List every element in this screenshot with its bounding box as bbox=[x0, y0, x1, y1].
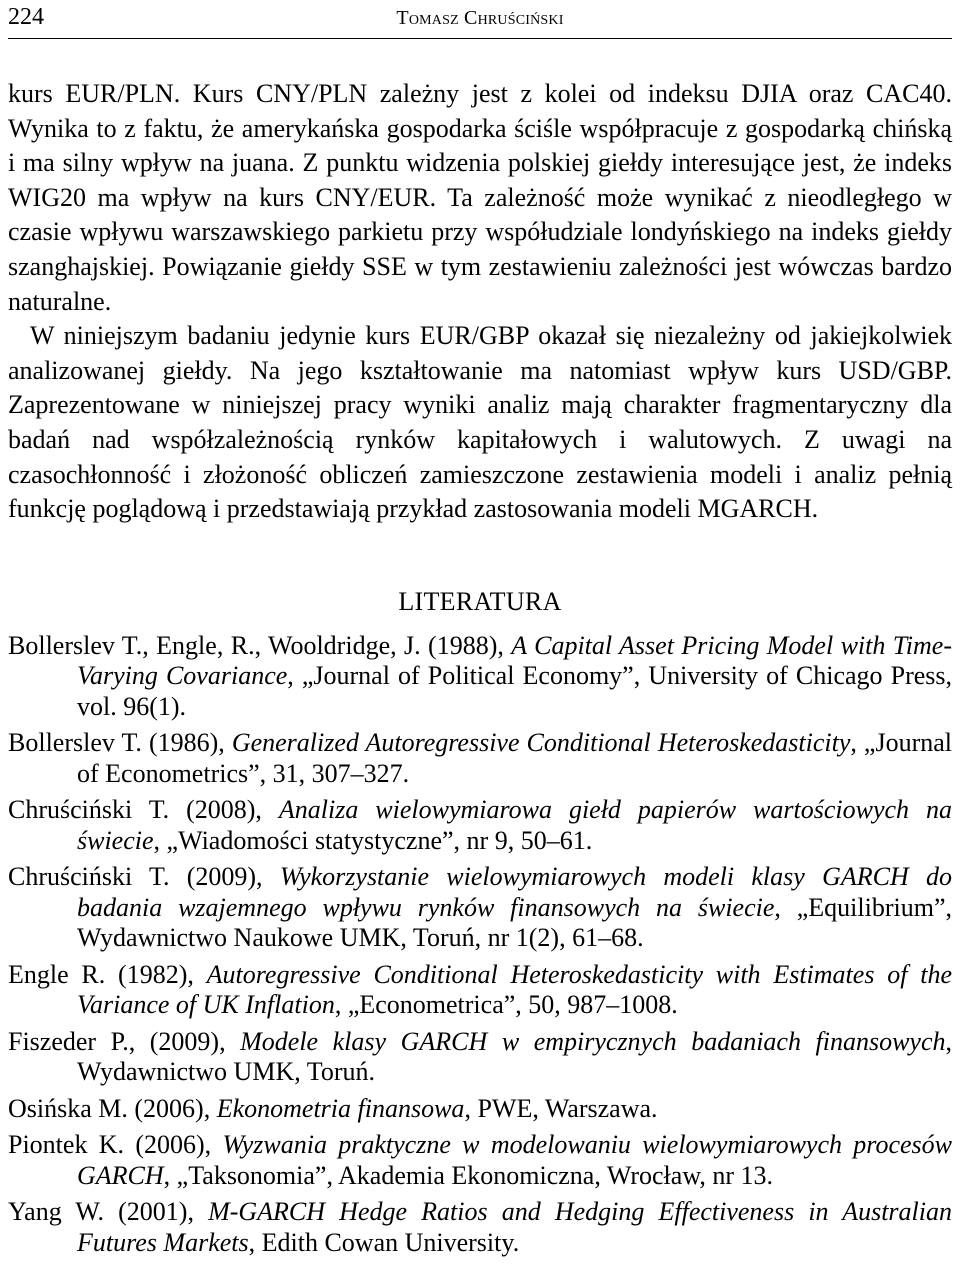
reference-authors: Chruściński T. (2008), bbox=[8, 795, 279, 825]
reference-source: , Wydawnictwo UMK, Toruń. bbox=[77, 1026, 952, 1087]
paragraph: W niniejszym badaniu jedynie kurs EUR/GBP okazał się niezależny od jakiejkolwiek analizowanej giełdy. Na jego kształtowanie ma natomiast wpływ kurs USD/GBP. Zaprezentowane w niniejszej pracy wyniki analiz mają charakter fragmentaryczny dla badań nad współzależnością rynków kapitałowych i walutowych. Z uwagi na czasochłonność i złożoność obliczeń zamieszczone zestawienia modeli i analiz pełnią funkcję poglądową i przedstawiają przykład zastosowania modeli MGARCH. bbox=[8, 321, 952, 524]
reference-source: , „Journal of Econometrics”, 31, 307–327. bbox=[77, 728, 952, 788]
page-number: 224 bbox=[8, 4, 44, 30]
reference-authors: Osińska M. (2006), bbox=[8, 1093, 217, 1123]
running-author: Tomasz Chruściński bbox=[396, 7, 564, 29]
reference-item bbox=[8, 1197, 952, 1258]
running-header bbox=[8, 2, 952, 39]
reference-title: Analiza wielowymiarowa giełd papierów wartościowych na świecie bbox=[77, 795, 952, 855]
reference-item bbox=[8, 728, 952, 789]
reference-item bbox=[8, 960, 952, 1021]
reference-title: M-GARCH Hedge Ratios and Hedging Effectiveness in Australian Futures Markets bbox=[77, 1197, 952, 1257]
reference-source: , „Taksonomia”, Akademia Ekonomiczna, Wrocław, nr 13. bbox=[163, 1160, 774, 1190]
reference-title: Autoregressive Conditional Heteroskedasticity with Estimates of the Variance of UK Inflation bbox=[77, 959, 952, 1020]
reference-item bbox=[8, 1130, 952, 1191]
reference-item bbox=[8, 795, 952, 856]
reference-item bbox=[8, 631, 952, 723]
reference-source: , „Equilibrium”, Wydawnictwo Naukowe UMK, Toruń, nr 1(2), 61–68. bbox=[77, 892, 952, 953]
reference-authors: Engle R. (1982), bbox=[8, 959, 207, 989]
reference-title: Ekonometria finansowa bbox=[216, 1093, 465, 1123]
reference-item bbox=[8, 1094, 952, 1125]
reference-authors: Piontek K. (2006), bbox=[8, 1130, 223, 1160]
reference-title: Wyzwania praktyczne w modelowaniu wielowymiarowych procesów GARCH bbox=[77, 1130, 952, 1190]
reference-title: Modele klasy GARCH w empirycznych badaniach finansowych bbox=[240, 1026, 946, 1056]
reference-item bbox=[8, 862, 952, 954]
reference-source: , „Econometrica”, 50, 987–1008. bbox=[334, 990, 678, 1020]
reference-authors: Bollerslev T. (1986), bbox=[8, 728, 232, 758]
literature-heading: LITERATURA bbox=[398, 586, 562, 616]
reference-item bbox=[8, 1027, 952, 1088]
reference-authors: Yang W. (2001), bbox=[8, 1197, 209, 1227]
reference-authors: Bollerslev T., Engle, R., Wooldridge, J. (1988), bbox=[8, 630, 512, 660]
reference-source: , Edith Cowan University. bbox=[248, 1227, 520, 1257]
reference-source: , PWE, Warszawa. bbox=[464, 1093, 658, 1123]
reference-source: , „Wiadomości statystyczne”, nr 9, 50–61. bbox=[153, 825, 593, 855]
paragraph: kurs EUR/PLN. Kurs CNY/PLN zależny jest z kolei od indeksu DJIA oraz CAC40. Wynika to z faktu, że amerykańska gospodarka ściśle współpracuje z gospodarką chińską i ma silny wpływ na juana. Z punktu widzenia polskiej giełdy interesujące jest, że indeks WIG20 ma wpływ na kurs CNY/EUR. Ta zależność może wynikać z nieodległego w czasie wpływu warszawskiego parkietu przy współudziale londyńskiego na indeks giełdy szanghajskiej. Powiązanie giełdy SSE w tym zestawieniu zależności jest wówczas bardzo naturalne. bbox=[8, 79, 952, 316]
reference-title: A Capital Asset Pricing Model with Time-Varying Covariance bbox=[77, 630, 952, 691]
reference-source: , „Journal of Political Economy”, University of Chicago Press, vol. 96(1). bbox=[77, 661, 953, 721]
reference-title: Generalized Autoregressive Conditional Heteroskedasticity bbox=[231, 728, 851, 758]
body-text bbox=[8, 77, 952, 527]
document-page bbox=[8, 0, 952, 1264]
reference-authors: Chruściński T. (2009), bbox=[8, 862, 280, 892]
reference-authors: Fiszeder P., (2009), bbox=[8, 1026, 241, 1056]
reference-title: Wykorzystanie wielowymiarowych modeli klasy GARCH do badania wzajemnego wpływu rynków finansowych na świecie bbox=[77, 862, 952, 922]
reference-list bbox=[8, 631, 952, 1259]
